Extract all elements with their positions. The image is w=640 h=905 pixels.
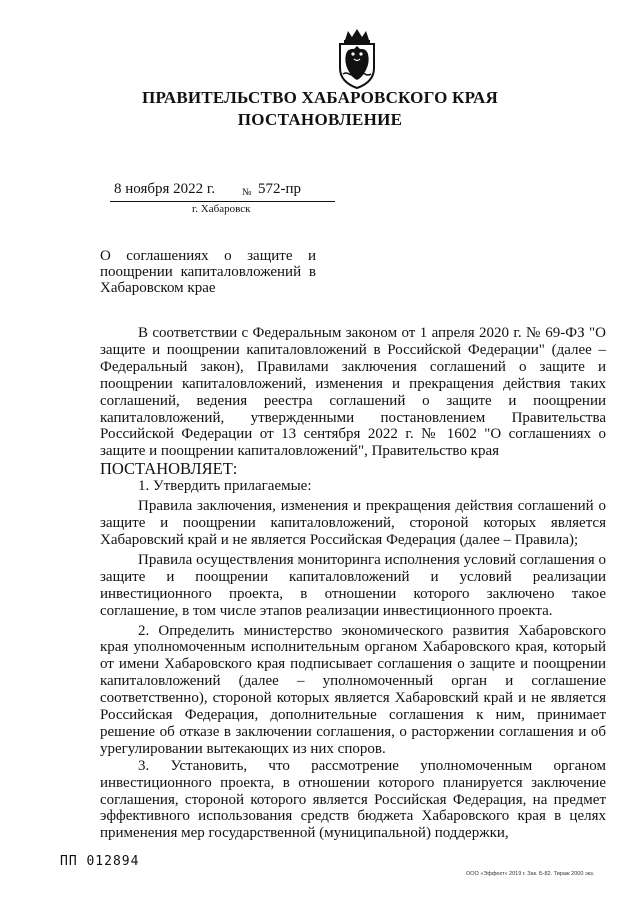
preamble-paragraph: В соответствии с Федеральным законом от 1 апреля 2020 г. № 69-ФЗ "О защите и поощрении капиталовложений в Российской Федерации" (далее – Федеральный закон), Правилами заключения соглашений о защите и поощрении капиталовложений, изменения и прекращения действия таких соглашений, ведения реестра соглашений о защите и поощрении капиталовложений, утвержденными постановлением Правительства Российской Федерации от 13 сентября 2022 г. № 1602 "О соглашениях о защите и поощрении капиталовложений", Правительство края xyxy=(100,325,606,460)
serial-number: ПП 012894 xyxy=(60,854,140,869)
document-number: 572-пр xyxy=(258,181,302,197)
document-body xyxy=(100,325,606,842)
document-requisites xyxy=(110,181,335,202)
clause-2: 2. Определить министерство экономического развития Хабаровского края уполномоченным исполнительным органом Хабаровского края, который от имени Хабаровского края подписывает соглашения о защите и поощрении капиталовложений (далее – уполномоченный орган и соглашение соответственно), стороной которых является Хабаровский край и не является Российская Федерация, дополнительные соглашения к ним, принимает решение об отказе в заключении соглашения, о расторжении соглашения и об урегулировании вытекающих из них споров. xyxy=(100,622,606,757)
document-type: ПОСТАНОВЛЕНИЕ xyxy=(237,110,403,129)
clause-1-rules-monitoring: Правила осуществления мониторинга исполнения условий соглашения о защите и поощрении капиталовложений и условий реализации инвестиционного проекта, в отношении которого заключено такое соглашение, в том числе этапов реализации инвестиционного проекта. xyxy=(100,551,606,619)
printer-imprint: ООО «Эффект» 2019 г. Зак. Б-82. Тираж 2000 экз. xyxy=(466,871,595,877)
clause-1: 1. Утвердить прилагаемые: xyxy=(138,478,312,495)
clause-3: 3. Установить, что рассмотрение уполномоченным органом инвестиционного проекта, в отношении которого планируется заключение соглашения, стороной которого является Российская Федерация, на предмет эффективного использования средств бюджета Хабаровского края в целях применения мер государственной (муниципальной) поддержки, xyxy=(100,757,606,842)
document-date: 8 ноября 2022 г. xyxy=(114,181,216,197)
document-city: г. Хабаровск xyxy=(192,203,251,215)
clause-1-rules-conclusion: Правила заключения, изменения и прекращения действия соглашений о защите и поощрении капиталовложений, стороной которых является Хабаровский край и не является Российская Федерация (далее – Правила); xyxy=(100,498,606,548)
khabarovsk-krai-coat-of-arms-icon xyxy=(328,28,386,90)
subject-line: О соглашениях о защите и xyxy=(100,248,316,264)
subject-line: Хабаровском крае xyxy=(100,280,216,296)
subject-line: поощрении капиталовложений в xyxy=(100,264,316,280)
government-title: ПРАВИТЕЛЬСТВО ХАБАРОВСКОГО КРАЯ xyxy=(142,88,498,107)
document-subject xyxy=(100,248,316,296)
number-sign: № xyxy=(242,187,252,198)
resolve-word: ПОСТАНОВЛЯЕТ: xyxy=(100,459,238,479)
